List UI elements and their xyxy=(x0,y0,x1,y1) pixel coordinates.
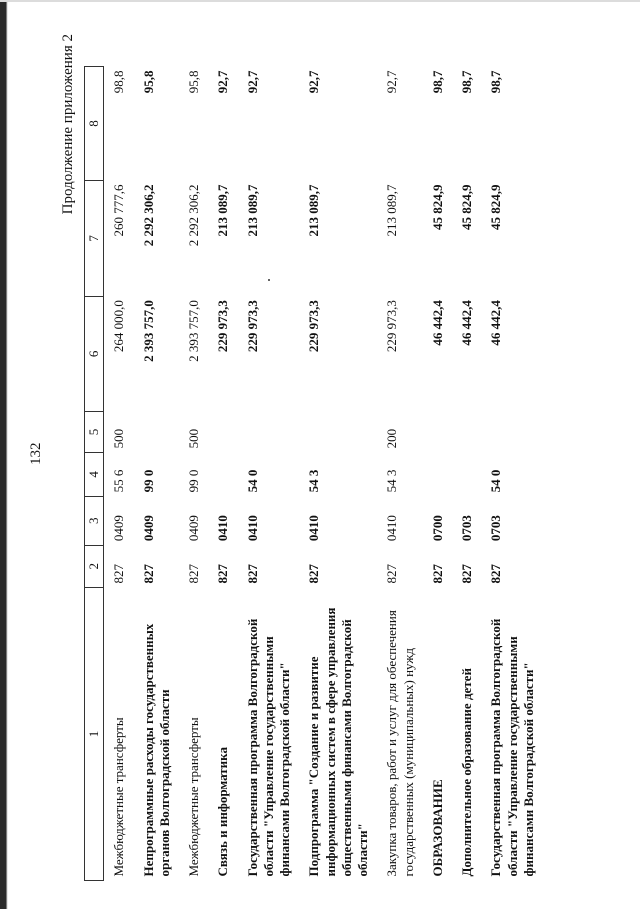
row-name: Межбюджетные трансферты xyxy=(186,717,201,877)
table-row xyxy=(377,67,423,881)
row-expense-type: 500 xyxy=(111,428,127,449)
row-expense-type xyxy=(238,412,300,453)
row-name: Межбюджетные трансферты xyxy=(111,717,127,877)
table-row xyxy=(104,67,134,881)
row-name: Государственная программа Волгоградской области "Управление государственными финансами Волгоградской области" xyxy=(244,618,292,877)
row-program-code: 54 3 xyxy=(384,469,400,493)
row-executed: 213 089,7 xyxy=(384,184,400,237)
row-planned: 264 000,0 xyxy=(111,300,127,353)
header-col-8: 8 xyxy=(85,67,104,181)
row-name: Государственная программа Волгоградской области "Управление государственными финансами Волгоградской области" xyxy=(488,618,536,877)
row-percent: 92,7 xyxy=(215,70,231,94)
row-executed: 45 824,9 xyxy=(488,184,504,231)
scan-speck xyxy=(268,279,270,281)
row-name: ОБРАЗОВАНИЕ xyxy=(429,779,445,877)
row-executed: 213 089,7 xyxy=(244,184,260,237)
row-expense-type xyxy=(481,412,543,453)
row-expense-type xyxy=(208,412,237,453)
row-percent: 95,8 xyxy=(140,70,156,94)
row-planned: 46 442,4 xyxy=(429,300,445,346)
appendix-continuation-label: Продолжение приложения 2 xyxy=(60,34,76,215)
row-name: Закупка товаров, работ и услуг для обеспечения государственных (муниципальных) нужд xyxy=(384,610,416,877)
row-admin-code: 827 xyxy=(384,563,400,584)
row-planned: 229 973,3 xyxy=(244,300,260,353)
row-name: Подпрограмма "Создание и развитие информационных систем в сфере управления общественными финансами Волгоградской области" xyxy=(306,607,370,877)
row-planned: 2 393 757,0 xyxy=(186,300,201,362)
row-admin-code: 827 xyxy=(215,563,231,584)
row-program-code: 54 3 xyxy=(306,469,322,493)
row-section-code: 0410 xyxy=(244,515,260,542)
row-expense-type xyxy=(299,412,377,453)
row-name: Связь и информатика xyxy=(215,747,231,877)
row-planned: 46 442,4 xyxy=(459,300,474,346)
row-expense-type xyxy=(423,412,452,453)
row-planned: 229 973,3 xyxy=(215,300,231,353)
row-percent: 92,7 xyxy=(384,70,400,94)
budget-table xyxy=(84,66,543,881)
row-admin-code: 827 xyxy=(111,563,127,584)
page-number: 132 xyxy=(28,442,44,465)
row-section-code: 0700 xyxy=(429,515,445,542)
row-executed: 2 292 306,2 xyxy=(140,184,156,247)
row-section-code: 0703 xyxy=(459,515,474,542)
row-program-code: 99 0 xyxy=(140,469,156,493)
row-program-code xyxy=(423,452,452,496)
row-section-code: 0409 xyxy=(111,515,127,542)
row-section-code: 0410 xyxy=(384,515,400,542)
row-admin-code: 827 xyxy=(186,563,201,584)
row-planned: 46 442,4 xyxy=(488,300,504,346)
table-row xyxy=(179,67,208,881)
row-program-code xyxy=(452,452,481,496)
row-expense-type: 200 xyxy=(384,428,400,449)
header-col-6: 6 xyxy=(85,296,104,412)
row-executed: 260 777,6 xyxy=(111,184,127,237)
row-executed: 45 824,9 xyxy=(429,184,445,231)
header-col-1: 1 xyxy=(85,587,104,880)
table-row xyxy=(134,67,180,881)
table-row xyxy=(299,67,377,881)
row-expense-type: 500 xyxy=(186,428,201,449)
row-section-code: 0409 xyxy=(140,515,156,542)
row-percent: 98,7 xyxy=(429,70,445,94)
row-name: Дополнительное образование детей xyxy=(459,668,474,877)
row-program-code: 99 0 xyxy=(186,469,201,493)
row-section-code: 0410 xyxy=(215,515,231,542)
row-program-code xyxy=(208,452,237,496)
table-row xyxy=(452,67,481,881)
row-name: Непрограммные расходы государственных органов Волгоградской области xyxy=(140,623,172,877)
row-admin-code: 827 xyxy=(459,563,474,584)
row-percent: 95,8 xyxy=(186,70,201,94)
row-percent: 92,7 xyxy=(306,70,322,94)
row-admin-code: 827 xyxy=(140,563,156,584)
row-section-code: 0410 xyxy=(306,515,322,542)
row-section-code: 0703 xyxy=(488,515,504,542)
header-col-2: 2 xyxy=(85,545,104,587)
row-expense-type xyxy=(134,412,180,453)
row-percent: 98,8 xyxy=(111,70,127,94)
row-expense-type xyxy=(452,412,481,453)
table-row xyxy=(208,67,237,881)
row-percent: 92,7 xyxy=(244,70,260,94)
table-row xyxy=(238,67,300,881)
row-admin-code: 827 xyxy=(244,563,260,584)
row-percent: 98,7 xyxy=(459,70,474,94)
row-percent: 98,7 xyxy=(488,70,504,94)
row-program-code: 54 0 xyxy=(488,469,504,493)
header-col-3: 3 xyxy=(85,496,104,545)
row-program-code: 55 6 xyxy=(111,469,127,493)
header-col-4: 4 xyxy=(85,452,104,496)
row-section-code: 0409 xyxy=(186,515,201,542)
row-planned: 229 973,3 xyxy=(306,300,322,353)
table-row xyxy=(423,67,452,881)
row-planned: 229 973,3 xyxy=(384,300,400,353)
row-program-code: 54 0 xyxy=(244,469,260,493)
row-planned: 2 393 757,0 xyxy=(140,300,156,362)
row-admin-code: 827 xyxy=(429,563,445,584)
row-executed: 213 089,7 xyxy=(306,184,322,237)
table-header-row xyxy=(85,67,104,881)
row-admin-code: 827 xyxy=(306,563,322,584)
header-col-5: 5 xyxy=(85,412,104,453)
row-executed: 213 089,7 xyxy=(215,184,231,237)
header-col-7: 7 xyxy=(85,181,104,297)
row-executed: 45 824,9 xyxy=(459,184,474,231)
table-row xyxy=(481,67,543,881)
row-admin-code: 827 xyxy=(488,563,504,584)
row-executed: 2 292 306,2 xyxy=(186,184,201,247)
